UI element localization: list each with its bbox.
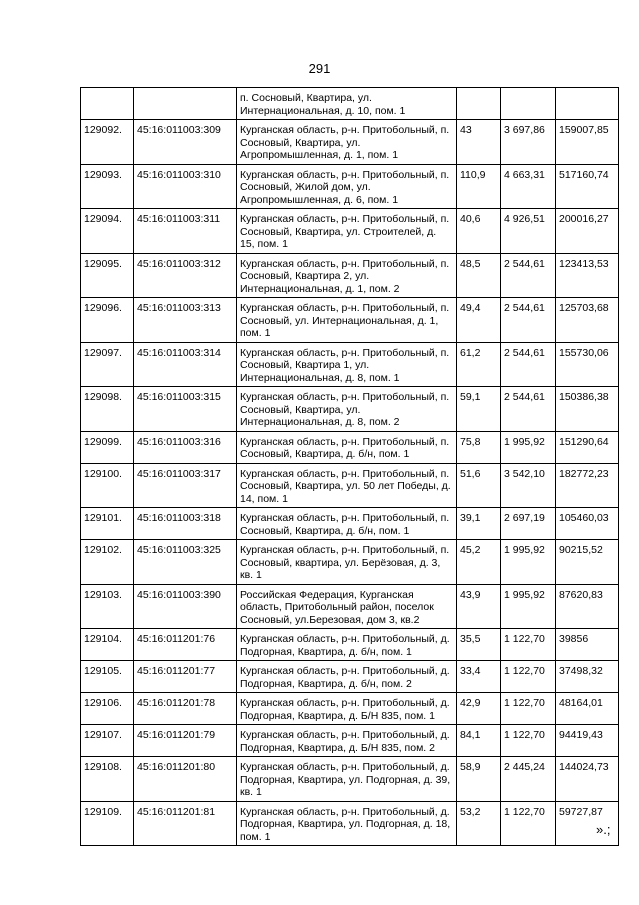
address-cell: Курганская область, р-н. Притобольный, п. Сосновый, Жилой дом, ул. Агропромышленная, д. 6, пом. 1: [237, 164, 457, 209]
row-number-cell: 129092.: [81, 120, 134, 165]
row-number-cell: 129097.: [81, 342, 134, 387]
address-cell: Курганская область, р-н. Притобольный, п. Сосновый, Квартира, ул. 50 лет Победы, д. 14, пом. 1: [237, 463, 457, 508]
address-cell: Курганская область, р-н. Притобольный, д. Подгорная, Квартира, ул. Подгорная, д. 39, кв. 1: [237, 757, 457, 802]
area-cell: 53,2: [457, 801, 501, 846]
cadastral-number-cell: 45:16:011003:314: [134, 342, 237, 387]
address-cell: Курганская область, р-н. Притобольный, д. Подгорная, Квартира, д. Б/Н 835, пом. 1: [237, 693, 457, 725]
address-cell: Курганская область, р-н. Притобольный, д. Подгорная, Квартира, д. Б/Н 835, пом. 2: [237, 725, 457, 757]
row-number-cell: 129102.: [81, 540, 134, 585]
row-number-cell: 129095.: [81, 253, 134, 298]
row-number-cell: 129099.: [81, 431, 134, 463]
cadastral-number-cell: 45:16:011201:78: [134, 693, 237, 725]
area-cell: 61,2: [457, 342, 501, 387]
unit-price-cell: 4 926,51: [501, 209, 556, 254]
unit-price-cell: 2 697,19: [501, 508, 556, 540]
table-row: [81, 342, 619, 387]
page-number: 291: [308, 61, 331, 76]
table-row: [81, 463, 619, 508]
table-row: [81, 253, 619, 298]
address-cell: Курганская область, р-н. Притобольный, п. Сосновый, Квартира, д. б/н, пом. 1: [237, 508, 457, 540]
area-cell: 48,5: [457, 253, 501, 298]
cadastral-cost-cell: 48164,01: [556, 693, 619, 725]
row-number-cell: [81, 88, 134, 120]
unit-price-cell: 2 544,61: [501, 298, 556, 343]
unit-price-cell: 3 542,10: [501, 463, 556, 508]
area-cell: 35,5: [457, 629, 501, 661]
registry-table-body: [81, 88, 619, 846]
address-cell: Российская Федерация, Курганская область, Притобольный район, поселок Сосновый, ул.Березовая, дом 3, кв.2: [237, 584, 457, 629]
unit-price-cell: 1 122,70: [501, 661, 556, 693]
table-row: [81, 120, 619, 165]
address-cell: Курганская область, р-н. Притобольный, д. Подгорная, Квартира, д. б/н, пом. 2: [237, 661, 457, 693]
address-cell: Курганская область, р-н. Притобольный, п. Сосновый, Квартира 1, ул. Интернациональная, д. 8, пом. 1: [237, 342, 457, 387]
address-cell: Курганская область, р-н. Притобольный, п. Сосновый, Квартира, ул. Агропромышленная, д. 1, пом. 1: [237, 120, 457, 165]
unit-price-cell: 2 544,61: [501, 387, 556, 432]
cadastral-cost-cell: 90215,52: [556, 540, 619, 585]
row-number-cell: 129094.: [81, 209, 134, 254]
cadastral-cost-cell: 200016,27: [556, 209, 619, 254]
table-row: [81, 661, 619, 693]
cadastral-number-cell: 45:16:011201:80: [134, 757, 237, 802]
closing-mark: ».;: [596, 822, 611, 837]
cadastral-number-cell: 45:16:011003:317: [134, 463, 237, 508]
row-number-cell: 129098.: [81, 387, 134, 432]
table-row: [81, 584, 619, 629]
cadastral-cost-cell: 517160,74: [556, 164, 619, 209]
unit-price-cell: 1 122,70: [501, 801, 556, 846]
cadastral-number-cell: 45:16:011201:79: [134, 725, 237, 757]
area-cell: 51,6: [457, 463, 501, 508]
cadastral-number-cell: 45:16:011201:76: [134, 629, 237, 661]
address-cell: Курганская область, р-н. Притобольный, п. Сосновый, Квартира 2, ул. Интернациональная, д. 1, пом. 2: [237, 253, 457, 298]
cadastral-cost-cell: 150386,38: [556, 387, 619, 432]
table-row: [81, 298, 619, 343]
address-cell: Курганская область, р-н. Притобольный, п. Сосновый, Квартира, ул. Интернациональная, д. 8, пом. 2: [237, 387, 457, 432]
row-number-cell: 129108.: [81, 757, 134, 802]
area-cell: 75,8: [457, 431, 501, 463]
area-cell: 43: [457, 120, 501, 165]
table-row: [81, 88, 619, 120]
cadastral-cost-cell: 59727,87: [556, 801, 619, 846]
cadastral-cost-cell: 125703,68: [556, 298, 619, 343]
cadastral-cost-cell: 144024,73: [556, 757, 619, 802]
area-cell: 58,9: [457, 757, 501, 802]
area-cell: 33,4: [457, 661, 501, 693]
row-number-cell: 129109.: [81, 801, 134, 846]
table-row: [81, 801, 619, 846]
unit-price-cell: 2 445,24: [501, 757, 556, 802]
row-number-cell: 129107.: [81, 725, 134, 757]
cadastral-number-cell: 45:16:011003:390: [134, 584, 237, 629]
area-cell: 59,1: [457, 387, 501, 432]
table-row: [81, 725, 619, 757]
unit-price-cell: 1 995,92: [501, 431, 556, 463]
cadastral-cost-cell: 105460,03: [556, 508, 619, 540]
row-number-cell: 129104.: [81, 629, 134, 661]
unit-price-cell: 4 663,31: [501, 164, 556, 209]
cadastral-cost-cell: 39856: [556, 629, 619, 661]
area-cell: 45,2: [457, 540, 501, 585]
cadastral-number-cell: 45:16:011003:310: [134, 164, 237, 209]
area-cell: 49,4: [457, 298, 501, 343]
row-number-cell: 129105.: [81, 661, 134, 693]
address-cell: п. Сосновый, Квартира, ул. Интернациональная, д. 10, пом. 1: [237, 88, 457, 120]
address-cell: Курганская область, р-н. Притобольный, п. Сосновый, квартира, ул. Берёзовая, д. 3, кв. 1: [237, 540, 457, 585]
cadastral-cost-cell: 37498,32: [556, 661, 619, 693]
unit-price-cell: 1 122,70: [501, 629, 556, 661]
unit-price-cell: [501, 88, 556, 120]
cadastral-cost-cell: 159007,85: [556, 120, 619, 165]
cadastral-number-cell: 45:16:011003:318: [134, 508, 237, 540]
cadastral-number-cell: 45:16:011201:77: [134, 661, 237, 693]
row-number-cell: 129100.: [81, 463, 134, 508]
area-cell: 110,9: [457, 164, 501, 209]
row-number-cell: 129101.: [81, 508, 134, 540]
cadastral-number-cell: 45:16:011003:315: [134, 387, 237, 432]
registry-table: [80, 87, 619, 846]
cadastral-cost-cell: 87620,83: [556, 584, 619, 629]
area-cell: 40,6: [457, 209, 501, 254]
unit-price-cell: 1 122,70: [501, 725, 556, 757]
address-cell: Курганская область, р-н. Притобольный, д. Подгорная, Квартира, д. б/н, пом. 1: [237, 629, 457, 661]
unit-price-cell: 1 995,92: [501, 540, 556, 585]
area-cell: 84,1: [457, 725, 501, 757]
table-row: [81, 540, 619, 585]
area-cell: 42,9: [457, 693, 501, 725]
row-number-cell: 129103.: [81, 584, 134, 629]
cadastral-cost-cell: 123413,53: [556, 253, 619, 298]
area-cell: [457, 88, 501, 120]
row-number-cell: 129106.: [81, 693, 134, 725]
address-cell: Курганская область, р-н. Притобольный, п. Сосновый, Квартира, ул. Строителей, д. 15, пом. 1: [237, 209, 457, 254]
table-row: [81, 387, 619, 432]
address-cell: Курганская область, р-н. Притобольный, д. Подгорная, Квартира, ул. Подгорная, д. 18, пом. 1: [237, 801, 457, 846]
table-row: [81, 629, 619, 661]
table-row: [81, 693, 619, 725]
cadastral-number-cell: 45:16:011003:311: [134, 209, 237, 254]
cadastral-number-cell: 45:16:011003:309: [134, 120, 237, 165]
cadastral-cost-cell: 94419,43: [556, 725, 619, 757]
area-cell: 39,1: [457, 508, 501, 540]
unit-price-cell: 1 122,70: [501, 693, 556, 725]
cadastral-number-cell: [134, 88, 237, 120]
unit-price-cell: 2 544,61: [501, 342, 556, 387]
cadastral-number-cell: 45:16:011003:313: [134, 298, 237, 343]
table-row: [81, 508, 619, 540]
cadastral-number-cell: 45:16:011201:81: [134, 801, 237, 846]
cadastral-number-cell: 45:16:011003:316: [134, 431, 237, 463]
cadastral-number-cell: 45:16:011003:325: [134, 540, 237, 585]
address-cell: Курганская область, р-н. Притобольный, п. Сосновый, Квартира, д. б/н, пом. 1: [237, 431, 457, 463]
cadastral-number-cell: 45:16:011003:312: [134, 253, 237, 298]
table-row: [81, 164, 619, 209]
cadastral-cost-cell: 182772,23: [556, 463, 619, 508]
cadastral-cost-cell: [556, 88, 619, 120]
unit-price-cell: 1 995,92: [501, 584, 556, 629]
row-number-cell: 129096.: [81, 298, 134, 343]
address-cell: Курганская область, р-н. Притобольный, п. Сосновый, ул. Интернациональная, д. 1, пом. 1: [237, 298, 457, 343]
unit-price-cell: 3 697,86: [501, 120, 556, 165]
unit-price-cell: 2 544,61: [501, 253, 556, 298]
area-cell: 43,9: [457, 584, 501, 629]
cadastral-cost-cell: 155730,06: [556, 342, 619, 387]
table-row: [81, 757, 619, 802]
cadastral-cost-cell: 151290,64: [556, 431, 619, 463]
table-row: [81, 431, 619, 463]
row-number-cell: 129093.: [81, 164, 134, 209]
table-row: [81, 209, 619, 254]
